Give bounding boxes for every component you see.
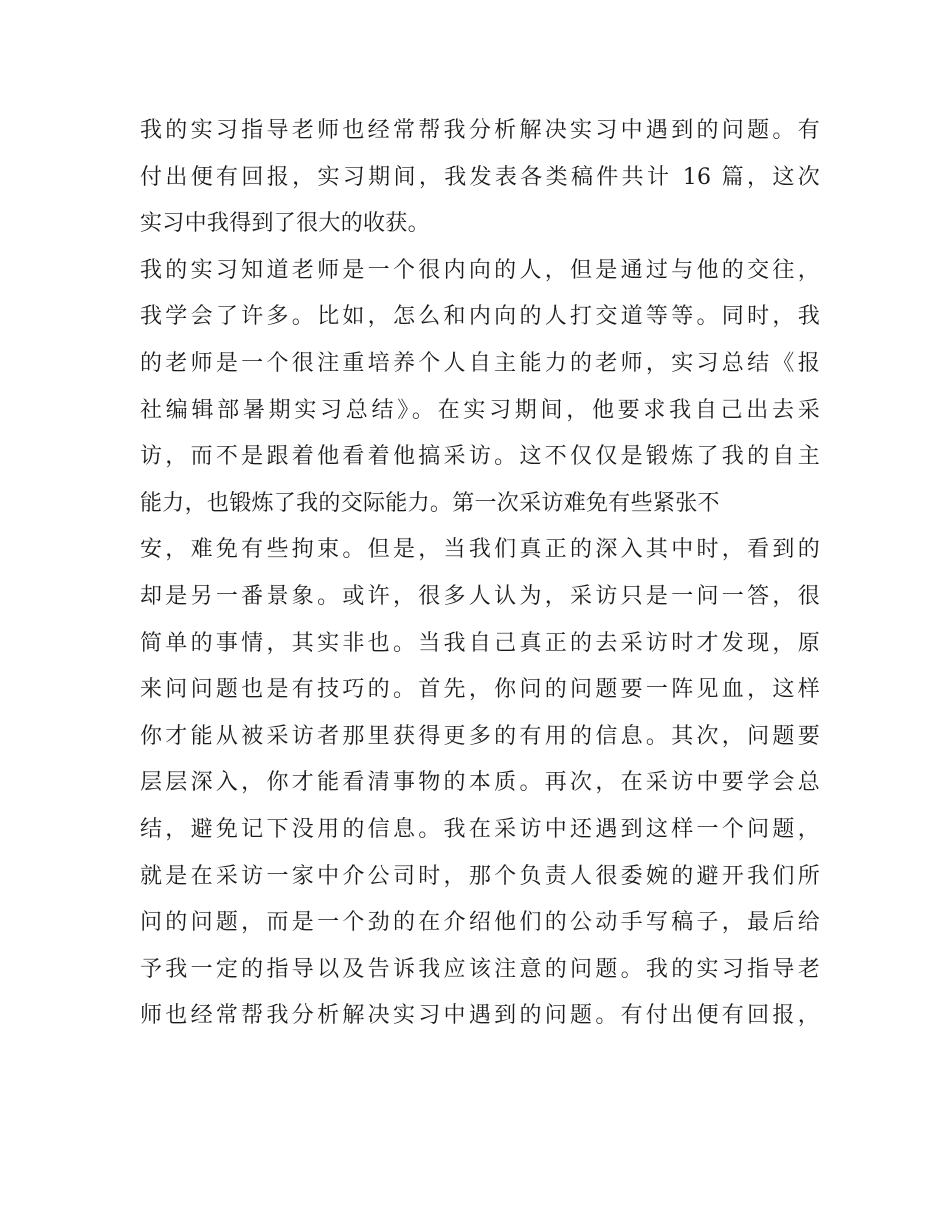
text-line: 付出便有回报，实习期间，我发表各类稿件共计 16 篇，这次 (140, 164, 820, 190)
text-line: 我的实习知道老师是一个很内向的人，但是通过与他的交往， (140, 257, 820, 283)
text-line: 简单的事情，其实非也。当我自己真正的去采访时才发现，原 (140, 630, 820, 656)
text-line: 访，而不是跟着他看着他搞采访。这不仅仅是锻炼了我的自主 (140, 444, 820, 470)
text-line: 师也经常帮我分析解决实习中遇到的问题。有付出便有回报， (140, 1003, 820, 1029)
text-line: 却是另一番景象。或许，很多人认为，采访只是一问一答，很 (140, 583, 820, 609)
text-line: 安，难免有些拘束。但是，当我们真正的深入其中时，看到的 (140, 537, 820, 563)
text-line: 你才能从被采访者那里获得更多的有用的信息。其次，问题要 (140, 723, 820, 749)
text-line: 结，避免记下没用的信息。我在采访中还遇到这样一个问题， (140, 816, 820, 842)
text-line: 来问问题也是有技巧的。首先，你问的问题要一阵见血，这样 (140, 677, 820, 703)
text-line: 层层深入，你才能看清事物的本质。再次，在采访中要学会总 (140, 770, 820, 796)
text-line: 就是在采访一家中介公司时，那个负责人很委婉的避开我们所 (140, 863, 820, 889)
text-line: 能力，也锻炼了我的交际能力。第一次采访难免有些紧张不 (140, 490, 720, 516)
text-line: 予我一定的指导以及告诉我应该注意的问题。我的实习指导老 (140, 956, 820, 982)
text-line: 的老师是一个很注重培养个人自主能力的老师，实习总结《报 (140, 350, 820, 376)
text-line: 社编辑部暑期实习总结》。在实习期间，他要求我自己出去采 (140, 397, 820, 423)
text-line: 我的实习指导老师也经常帮我分析解决实习中遇到的问题。有 (140, 118, 820, 143)
text-line: 实习中我得到了很大的收获。 (140, 211, 430, 237)
body-text (140, 108, 820, 1040)
text-line: 我学会了许多。比如，怎么和内向的人打交道等等。同时，我 (140, 304, 820, 330)
text-line: 问的问题，而是一个劲的在介绍他们的公动手写稿子，最后给 (140, 910, 820, 936)
